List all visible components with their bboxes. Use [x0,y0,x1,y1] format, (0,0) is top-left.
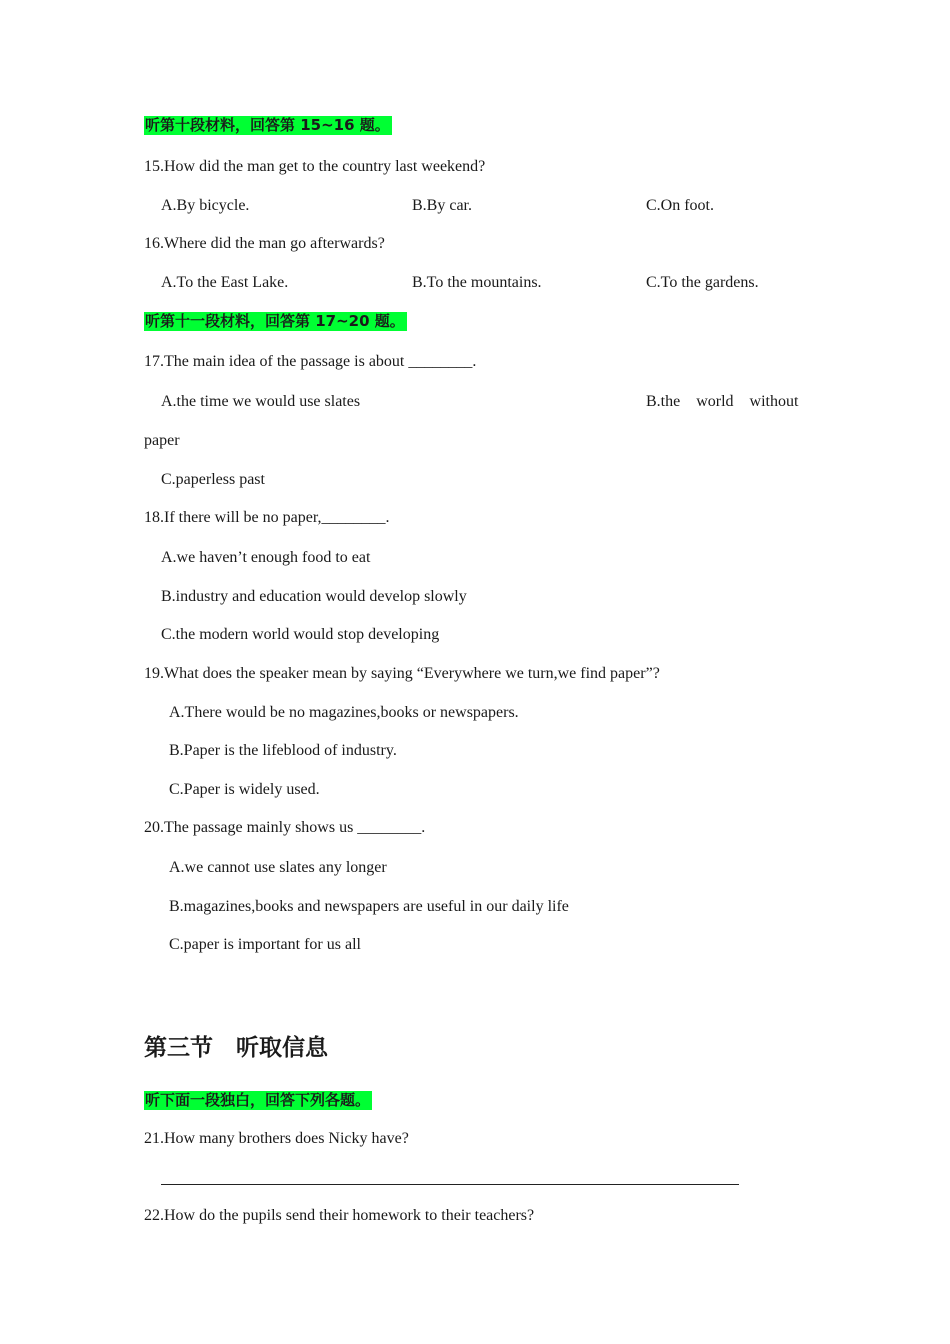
q19-option-b: B.Paper is the lifeblood of industry. [169,742,397,759]
q20-option-c: C.paper is important for us all [169,936,361,953]
q19-option-c: C.Paper is widely used. [169,781,320,798]
question-21: 21.How many brothers does Nicky have? [144,1130,409,1147]
q18-option-c: C.the modern world would stop developing [161,626,440,643]
question-22: 22.How do the pupils send their homework to their teachers? [144,1207,535,1224]
question-15: 15.How did the man get to the country last weekend? [144,158,486,175]
q16-option-c: C.To the gardens. [646,274,759,291]
question-18: 18.If there will be no paper,________. [144,509,390,526]
q17-option-b: B.the world without [646,393,799,410]
q19-option-a: A.There would be no magazines,books or newspapers. [169,704,519,721]
q20-option-b: B.magazines,books and newspapers are useful in our daily life [169,898,569,915]
section-header-monologue: 听下面一段独白，回答下列各题。 [145,1091,371,1109]
q20-option-a: A.we cannot use slates any longer [169,859,387,876]
q18-option-a: A.we haven’t enough food to eat [161,549,371,566]
section-header-10: 听第十段材料，回答第 15~16 题。 [145,116,390,134]
q15-option-c: C.On foot. [646,197,714,214]
q16-option-b: B.To the mountains. [412,274,542,291]
question-19: 19.What does the speaker mean by saying “Everywhere we turn,we find paper”? [144,665,660,682]
section-header-11: 听第十一段材料，回答第 17~20 题。 [145,312,405,330]
q16-option-a: A.To the East Lake. [161,274,289,291]
q18-option-b: B.industry and education would develop slowly [161,588,467,605]
question-20: 20.The passage mainly shows us ________. [144,819,426,836]
answer-line-21 [161,1184,739,1185]
question-17: 17.The main idea of the passage is about ________. [144,353,477,370]
q15-option-a: A.By bicycle. [161,197,250,214]
q17-option-c: C.paperless past [161,471,265,488]
q15-option-b: B.By car. [412,197,472,214]
q17-option-b-continued: paper [144,432,180,449]
q17-option-a: A.the time we would use slates [161,393,361,410]
section-title: 第三节 听取信息 [144,1035,328,1061]
question-16: 16.Where did the man go afterwards? [144,235,385,252]
